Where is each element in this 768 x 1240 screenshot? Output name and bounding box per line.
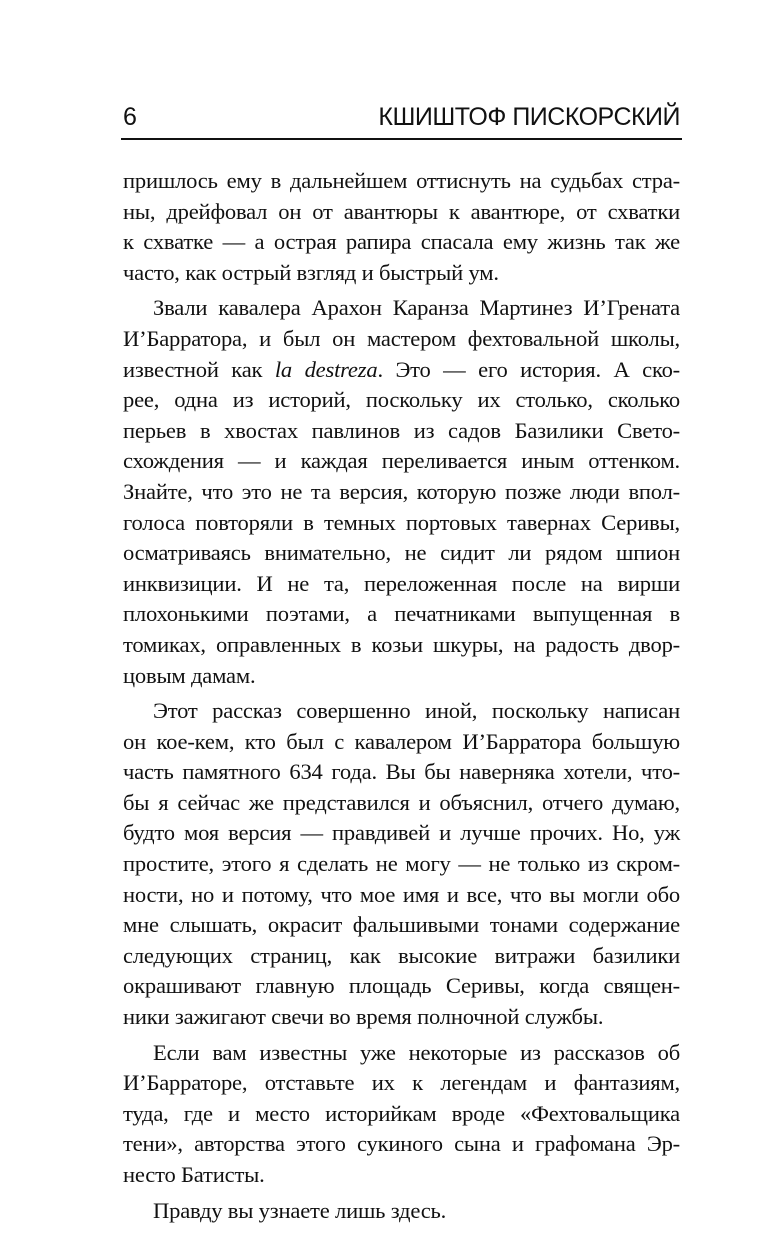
- text-line: часто, как острый взгляд и быстрый ум.: [123, 259, 499, 285]
- text-line: простите, этого я сделать не могу — не только из скром-: [123, 851, 680, 877]
- text-line: цовым дамам.: [123, 662, 256, 688]
- text-line: ности, но и потому, что мое имя и все, что вы могли обо: [123, 881, 680, 907]
- paragraph: [123, 696, 680, 1033]
- text-line: мне слышать, окрасит фальшивыми тонами содержание: [123, 912, 680, 938]
- page-number: 6: [123, 103, 137, 131]
- body-text: [123, 166, 680, 1226]
- text-line: рее, одна из историй, поскольку их столько, сколько: [123, 387, 680, 413]
- text-line: он кое-кем, кто был с кавалером И’Барратора большую: [123, 728, 680, 754]
- text-line: следующих страниц, как высокие витражи базилики: [123, 942, 680, 968]
- text-line: ники зажигают свечи во время полночной службы.: [123, 1004, 604, 1030]
- text-line: пришлось ему в дальнейшем оттиснуть на судьбах стра-: [123, 168, 680, 193]
- text-line: несто Батисты.: [123, 1162, 265, 1187]
- text-line: к схватке — а острая рапира спасала ему жизнь так же: [123, 229, 680, 255]
- text-line: Правду вы узнаете лишь здесь.: [153, 1197, 447, 1223]
- text-line: Звали кавалера Арахон Каранза Мартинез И’Грената: [153, 295, 680, 321]
- text-line: часть памятного 634 года. Вы бы наверняка хотели, что-: [123, 759, 680, 785]
- text-line: Если вам известны уже некоторые из рассказов об: [153, 1039, 680, 1065]
- text-line: Знайте, что это не та версия, которую позже люди впол-: [123, 478, 680, 504]
- paragraph: [123, 293, 680, 691]
- text-line: Этот рассказ совершенно иной, поскольку написан: [153, 698, 680, 724]
- paragraph: [123, 166, 680, 288]
- text-line: схождения — и каждая переливается иным оттенком.: [123, 448, 680, 474]
- paragraph: [123, 1038, 680, 1191]
- paragraph: [123, 1196, 680, 1227]
- text-line: инквизиции. И не та, переложенная после на вирши: [123, 570, 680, 596]
- text-line: плохонькими поэтами, а печатниками выпущенная в: [123, 601, 680, 627]
- page-header: [123, 100, 680, 134]
- text-line: осматриваясь внимательно, не сидит ли рядом шпион: [123, 540, 680, 566]
- text-line: перьев в хвостах павлинов из садов Базилики Свето-: [123, 417, 680, 443]
- text-line: голоса повторяли в темных портовых тавернах Серивы,: [123, 509, 680, 535]
- text-line: И’Барратора, и был он мастером фехтовальной школы,: [123, 325, 680, 351]
- text-segment: известной как: [123, 356, 275, 382]
- text-line: И’Барраторе, отставьте их к легендам и фантазиям,: [123, 1070, 680, 1096]
- text-line: [123, 355, 680, 386]
- text-line: будто моя версия — правдивей и лучше прочих. Но, уж: [123, 820, 680, 846]
- text-line: туда, где и место историйкам вроде «Фехтовальщика: [123, 1100, 680, 1126]
- italic-term: la destreza: [274, 356, 378, 382]
- text-line: ны, дрейфовал он от авантюры к авантюре, от схватки: [123, 198, 680, 224]
- text-segment: . Это — его история. А ско-: [377, 356, 680, 382]
- header-rule: [121, 138, 682, 140]
- text-line: окрашивают главную площадь Серивы, когда священ-: [123, 973, 680, 999]
- text-line: тени», авторства этого сукиного сына и графомана Эр-: [123, 1131, 680, 1157]
- text-line: томиках, оправленных в козьи шкуры, на радость двор-: [123, 631, 680, 657]
- text-line: бы я сейчас же представился и объяснил, отчего думаю,: [123, 789, 680, 815]
- running-title: КШИШТОФ ПИСКОРСКИЙ: [378, 103, 680, 131]
